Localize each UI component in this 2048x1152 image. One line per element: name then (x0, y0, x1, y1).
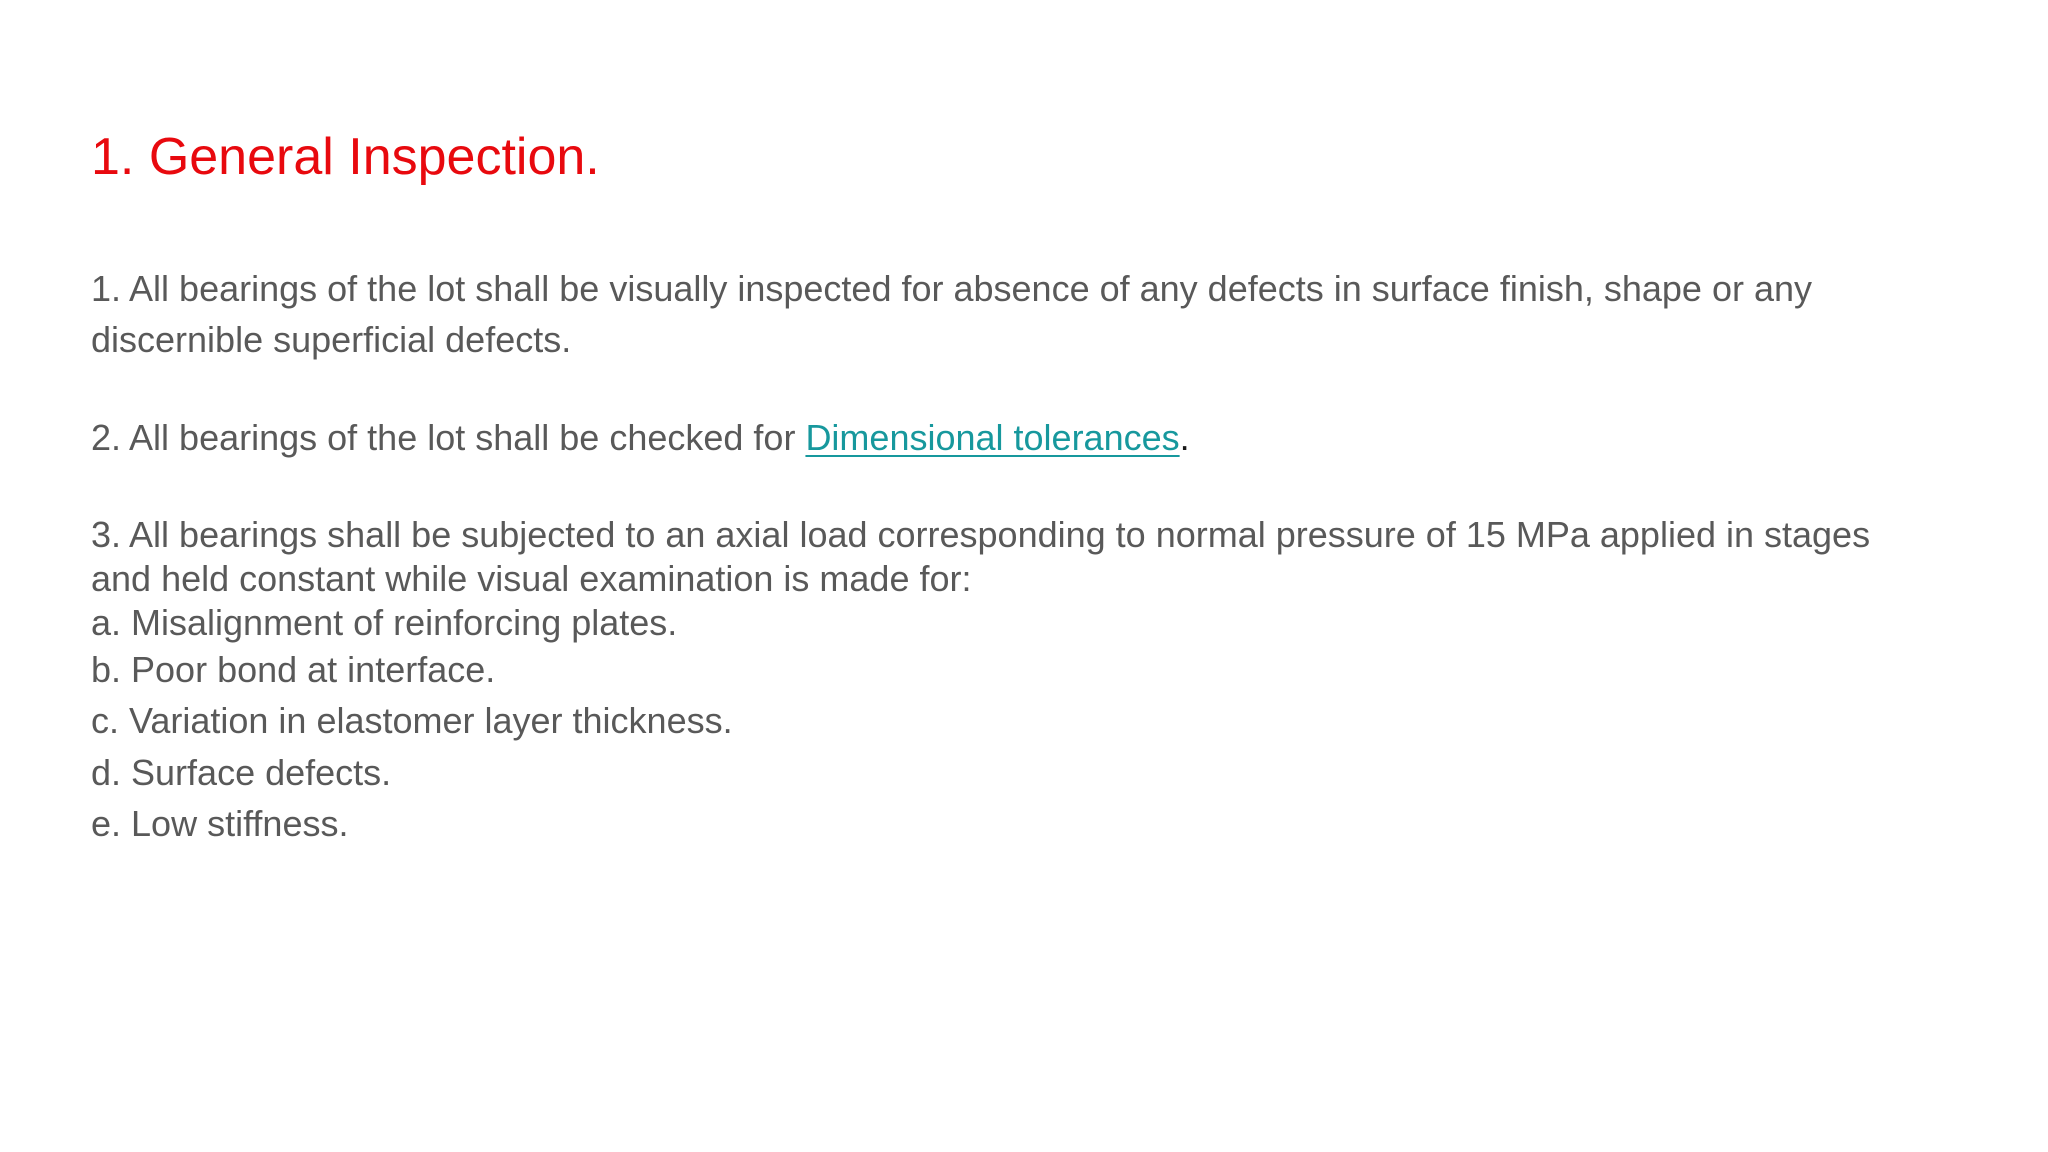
item-3-line-1: 3. All bearings shall be subjected to an axial load corresponding to normal pressure of 15 MPa applied in stages (91, 514, 1871, 555)
item-1-line-2: discernible superficial defects. (91, 319, 572, 360)
sub-item-d: d. Surface defects. (91, 752, 392, 793)
item-2-text: 2. All bearings of the lot shall be checked for (91, 417, 806, 458)
dimensional-tolerances-link[interactable]: Dimensional tolerances (805, 417, 1180, 458)
sub-item-a: a. Misalignment of reinforcing plates. (91, 602, 678, 643)
item-2 (91, 416, 1190, 460)
item-3-line-2: and held constant while visual examination is made for: (91, 558, 972, 599)
item-1-line-1: 1. All bearings of the lot shall be visually inspected for absence of any defects in surface finish, shape or any (91, 268, 1813, 309)
sub-item-b: b. Poor bond at interface. (91, 649, 496, 690)
sub-item-c: c. Variation in elastomer layer thickness. (91, 700, 733, 741)
slide-title: 1. General Inspection. (91, 128, 600, 186)
sub-item-e: e. Low stiffness. (91, 803, 349, 844)
item-2-period: . (1179, 417, 1190, 458)
